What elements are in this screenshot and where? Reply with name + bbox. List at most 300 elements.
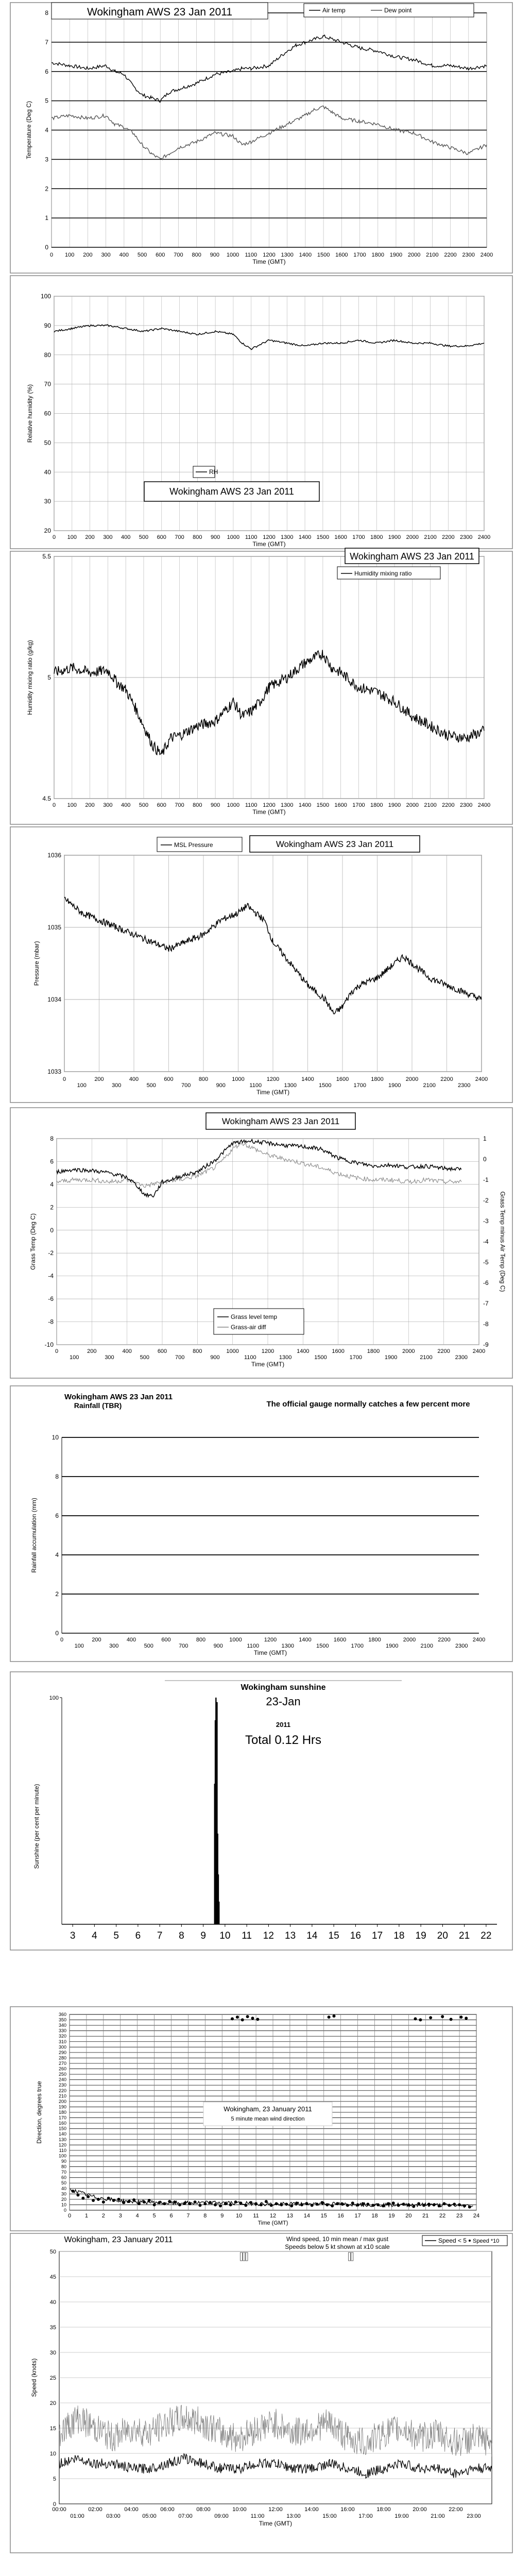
x-tick-label: 22 bbox=[480, 1930, 492, 1941]
direction-point bbox=[414, 2017, 417, 2020]
direction-point bbox=[441, 2015, 444, 2018]
x-axis-label: Time (GMT) bbox=[252, 808, 286, 816]
x-tick-label: 1 bbox=[84, 2213, 88, 2219]
y-tick-label: 80 bbox=[61, 2164, 66, 2170]
x-tick-label: 900 bbox=[210, 534, 220, 540]
y-tick-label: 250 bbox=[58, 2072, 66, 2077]
x-tick-label: 1000 bbox=[226, 252, 239, 258]
x-tick-label: 600 bbox=[157, 534, 166, 540]
y-tick-label: 10 bbox=[52, 1434, 59, 1441]
y-tick-label: 320 bbox=[58, 2033, 66, 2039]
x-tick-label: 2400 bbox=[475, 1076, 488, 1082]
chart-title: Wokingham AWS 23 Jan 2011 bbox=[221, 1116, 340, 1126]
x-tick-label: 800 bbox=[193, 534, 202, 540]
x-tick-label: 400 bbox=[121, 534, 131, 540]
direction-point bbox=[214, 2203, 217, 2206]
x-tick-label: 300 bbox=[112, 1082, 122, 1089]
x-tick-label: 400 bbox=[119, 252, 129, 258]
y-tick-label: 100 bbox=[58, 2153, 66, 2159]
x-tick-label: 1900 bbox=[388, 534, 401, 540]
x-tick-label: 8 bbox=[179, 1930, 184, 1941]
x-tick-label: 1800 bbox=[370, 802, 383, 808]
rainfall-chart bbox=[10, 1386, 512, 1662]
y-tick-label: 120 bbox=[58, 2142, 66, 2148]
x-tick-label: 800 bbox=[198, 1076, 209, 1082]
y-tick-label: 30 bbox=[61, 2191, 66, 2197]
y-tick-label: 140 bbox=[58, 2131, 66, 2137]
direction-point bbox=[219, 2205, 222, 2208]
y-tick-label: 5 bbox=[45, 97, 48, 105]
y-right-tick-label: 1 bbox=[483, 1135, 487, 1142]
legend-speed-scaled-swatch bbox=[469, 2240, 471, 2242]
y-tick-label: 240 bbox=[58, 2077, 66, 2082]
chart-note: Wind speed, 10 min mean / max gust bbox=[286, 2235, 389, 2243]
x-tick-label: 800 bbox=[192, 252, 201, 258]
x-tick-label: 500 bbox=[146, 1082, 156, 1089]
x-tick-label: 2300 bbox=[459, 802, 473, 808]
y-tick-label: 4 bbox=[55, 1551, 59, 1558]
x-tick-label: 1200 bbox=[261, 1348, 274, 1354]
x-tick-label: 10:00 bbox=[232, 2506, 247, 2513]
direction-point bbox=[231, 2017, 234, 2020]
x-tick-label: 700 bbox=[175, 534, 184, 540]
legend-pressure-label: MSL Pressure bbox=[174, 841, 213, 849]
y-tick-label: 6 bbox=[45, 67, 48, 75]
x-tick-label: 1400 bbox=[299, 252, 312, 258]
chart-border bbox=[10, 1672, 512, 1950]
x-tick-label: 20 bbox=[437, 1930, 448, 1941]
x-tick-label: 300 bbox=[105, 1354, 114, 1361]
y-axis-label: Direction, degrees true bbox=[36, 2081, 43, 2144]
x-tick-label: 2100 bbox=[424, 534, 437, 540]
direction-point bbox=[81, 2197, 84, 2200]
y-right-tick-label: -4 bbox=[483, 1238, 489, 1245]
x-tick-label: 10 bbox=[236, 2213, 243, 2219]
x-tick-label: 1000 bbox=[229, 1637, 242, 1643]
x-tick-label: 18:00 bbox=[376, 2506, 391, 2513]
x-tick-label: 1500 bbox=[314, 1354, 327, 1361]
direction-point bbox=[392, 2201, 395, 2205]
x-tick-label: 10 bbox=[219, 1930, 231, 1941]
legend-mixing-ratio-label: Humidity mixing ratio bbox=[354, 570, 412, 577]
y-axis-label: Temperature (Deg C) bbox=[25, 101, 32, 159]
x-tick-label: 800 bbox=[193, 802, 202, 808]
y-tick-label: 0 bbox=[55, 1630, 59, 1637]
x-tick-label: 2000 bbox=[406, 534, 419, 540]
x-tick-label: 21 bbox=[422, 2213, 429, 2219]
x-tick-label: 100 bbox=[74, 1643, 84, 1649]
gust-spike-marker bbox=[349, 2252, 351, 2261]
direction-point bbox=[290, 2205, 293, 2208]
x-tick-label: 17 bbox=[372, 1930, 383, 1941]
chart-note: The official gauge normally catches a few percent more bbox=[266, 1400, 470, 1409]
x-tick-label: 1600 bbox=[336, 1076, 349, 1082]
x-tick-label: 1900 bbox=[386, 1643, 399, 1649]
direction-point bbox=[87, 2195, 90, 2198]
y-right-tick-label: -1 bbox=[483, 1176, 489, 1183]
x-tick-label: 1600 bbox=[334, 534, 347, 540]
x-tick-label: 1400 bbox=[299, 1637, 312, 1643]
x-tick-label: 200 bbox=[85, 802, 95, 808]
x-tick-label: 2400 bbox=[477, 534, 491, 540]
x-tick-label: 2200 bbox=[444, 252, 457, 258]
x-tick-label: 1500 bbox=[317, 252, 330, 258]
x-tick-label: 2300 bbox=[462, 252, 475, 258]
x-tick-label: 1100 bbox=[245, 252, 258, 258]
x-tick-label: 19 bbox=[415, 1930, 426, 1941]
x-tick-label: 0 bbox=[67, 2213, 72, 2219]
y-tick-label: 8 bbox=[50, 1135, 54, 1142]
x-tick-label: 1400 bbox=[298, 534, 312, 540]
x-tick-label: 900 bbox=[210, 1354, 220, 1361]
y-tick-label: 80 bbox=[44, 351, 51, 359]
x-tick-label: 1200 bbox=[263, 534, 276, 540]
x-tick-label: 13 bbox=[286, 2213, 294, 2219]
x-tick-label: 500 bbox=[140, 1354, 150, 1361]
x-tick-label: 1900 bbox=[389, 252, 403, 258]
gust-spike-marker bbox=[241, 2252, 243, 2261]
y-tick-label: -2 bbox=[48, 1249, 54, 1257]
y-tick-label: 3 bbox=[45, 156, 48, 163]
x-tick-label: 2100 bbox=[420, 1643, 433, 1649]
x-tick-label: 2300 bbox=[459, 534, 473, 540]
y-tick-label: 260 bbox=[58, 2066, 66, 2072]
x-tick-label: 1500 bbox=[316, 1643, 329, 1649]
x-tick-label: 14:00 bbox=[304, 2506, 319, 2513]
y-tick-label: 45 bbox=[49, 2274, 56, 2280]
y-tick-label: -10 bbox=[44, 1341, 54, 1348]
y-tick-label: 60 bbox=[44, 410, 51, 417]
x-axis-label: Time (GMT) bbox=[251, 1361, 285, 1368]
y-tick-label: 1034 bbox=[47, 996, 61, 1003]
y-tick-label: 0 bbox=[45, 244, 48, 251]
y-right-tick-label: -5 bbox=[483, 1259, 489, 1266]
x-tick-label: 400 bbox=[122, 1348, 132, 1354]
x-tick-label: 100 bbox=[67, 802, 77, 808]
direction-point bbox=[246, 2015, 249, 2018]
direction-point bbox=[333, 2014, 336, 2018]
x-tick-label: 800 bbox=[193, 1348, 202, 1354]
y-right-tick-label: -8 bbox=[483, 1320, 489, 1328]
x-tick-label: 15:00 bbox=[322, 2513, 337, 2519]
x-tick-label: 2200 bbox=[437, 1348, 450, 1354]
x-tick-label: 1800 bbox=[371, 252, 384, 258]
x-tick-label: 1800 bbox=[370, 534, 383, 540]
x-tick-label: 200 bbox=[92, 1637, 101, 1643]
y-tick-label: 30 bbox=[49, 2350, 56, 2356]
x-tick-label: 16 bbox=[350, 1930, 361, 1941]
y-tick-label: 200 bbox=[58, 2098, 66, 2104]
y-axis-label: Sunshine (per cent per minute) bbox=[33, 1784, 40, 1869]
x-tick-label: 14 bbox=[303, 2213, 310, 2219]
x-tick-label: 0 bbox=[62, 1076, 66, 1082]
x-tick-label: 300 bbox=[109, 1643, 119, 1649]
direction-point bbox=[251, 2016, 254, 2020]
x-tick-label: 0 bbox=[49, 252, 54, 258]
y-right-tick-label: -7 bbox=[483, 1300, 489, 1307]
chart-title: Wokingham, 23 January 2011 bbox=[64, 2235, 173, 2244]
y-tick-label: 20 bbox=[44, 527, 51, 534]
direction-point bbox=[256, 2018, 259, 2021]
y-tick-label: 40 bbox=[61, 2185, 66, 2191]
x-tick-label: 1400 bbox=[297, 1348, 310, 1354]
x-tick-label: 05:00 bbox=[142, 2513, 157, 2519]
x-tick-label: 600 bbox=[161, 1637, 171, 1643]
x-tick-label: 500 bbox=[144, 1643, 153, 1649]
wind-speed-chart bbox=[10, 2233, 512, 2553]
x-tick-label: 4 bbox=[135, 2213, 139, 2219]
x-tick-label: 13:00 bbox=[286, 2513, 301, 2519]
chart-title: Wokingham sunshine bbox=[241, 1683, 326, 1692]
chart-title: Wokingham AWS 23 Jan 2011 bbox=[169, 486, 294, 497]
x-tick-label: 1500 bbox=[316, 802, 330, 808]
x-tick-label: 900 bbox=[210, 802, 220, 808]
x-tick-label: 00:00 bbox=[52, 2506, 66, 2513]
direction-point bbox=[241, 2019, 244, 2022]
x-tick-label: 0 bbox=[52, 534, 56, 540]
x-tick-label: 23:00 bbox=[467, 2513, 481, 2519]
x-tick-label: 18 bbox=[371, 2213, 378, 2219]
x-tick-label: 1300 bbox=[281, 534, 294, 540]
x-tick-label: 1200 bbox=[266, 1076, 280, 1082]
x-tick-label: 800 bbox=[196, 1637, 206, 1643]
y-axis-label: Speed (knots) bbox=[30, 2358, 38, 2397]
rh-chart bbox=[10, 276, 512, 549]
y-tick-label: 10 bbox=[49, 2451, 56, 2457]
y-tick-label: 20 bbox=[61, 2196, 66, 2202]
x-tick-label: 18 bbox=[393, 1930, 405, 1941]
x-tick-label: 1100 bbox=[247, 1643, 260, 1649]
x-tick-label: 7 bbox=[186, 2213, 190, 2219]
y-tick-label: 5.5 bbox=[42, 553, 51, 560]
x-tick-label: 1000 bbox=[226, 1348, 239, 1354]
x-tick-label: 15 bbox=[320, 2213, 327, 2219]
y-tick-label: 40 bbox=[49, 2299, 56, 2306]
x-tick-label: 1000 bbox=[232, 1076, 245, 1082]
y-tick-label: 280 bbox=[58, 2055, 66, 2061]
x-tick-label: 1200 bbox=[263, 802, 276, 808]
x-tick-label: 400 bbox=[126, 1637, 136, 1643]
y-tick-label: 0 bbox=[53, 2501, 56, 2507]
legend-speed-low-label: Speed < 5 bbox=[438, 2237, 467, 2244]
y-tick-label: 360 bbox=[58, 2012, 66, 2017]
x-tick-label: 1900 bbox=[384, 1354, 398, 1361]
legend-air-temp-label: Air temp bbox=[322, 7, 346, 14]
y-tick-label: 40 bbox=[44, 468, 51, 476]
direction-point bbox=[328, 2015, 331, 2019]
x-tick-label: 2100 bbox=[424, 802, 437, 808]
x-tick-label: 7 bbox=[157, 1930, 163, 1941]
y-tick-label: 2 bbox=[55, 1590, 59, 1598]
y-tick-label: 230 bbox=[58, 2082, 66, 2088]
x-tick-label: 1300 bbox=[281, 252, 294, 258]
y-tick-label: 300 bbox=[58, 2044, 66, 2050]
x-axis-label: Time (GMT) bbox=[253, 1649, 287, 1656]
y-tick-label: 7 bbox=[45, 38, 48, 46]
x-tick-label: 16:00 bbox=[340, 2506, 355, 2513]
x-tick-label: 1000 bbox=[227, 534, 240, 540]
x-tick-label: 500 bbox=[139, 802, 149, 808]
y-tick-label: 150 bbox=[58, 2126, 66, 2131]
chart-total: Total 0.12 Hrs bbox=[245, 1733, 322, 1747]
legend-grass-temp-label: Grass level temp bbox=[231, 1313, 278, 1320]
direction-point bbox=[76, 2193, 79, 2196]
y-tick-label: 350 bbox=[58, 2017, 66, 2023]
x-tick-label: 21:00 bbox=[431, 2513, 445, 2519]
x-tick-label: 700 bbox=[179, 1643, 188, 1649]
x-tick-label: 13 bbox=[285, 1930, 296, 1941]
x-tick-label: 2100 bbox=[426, 252, 439, 258]
x-tick-label: 2200 bbox=[442, 534, 455, 540]
x-tick-label: 2000 bbox=[402, 1348, 415, 1354]
x-tick-label: 1100 bbox=[244, 1354, 256, 1361]
y-tick-label: 6 bbox=[50, 1158, 54, 1165]
x-tick-label: 600 bbox=[164, 1076, 174, 1082]
chart-note: Speeds below 5 kt shown at x10 scale bbox=[285, 2243, 390, 2250]
x-tick-label: 0 bbox=[60, 1637, 64, 1643]
x-tick-label: 100 bbox=[67, 534, 77, 540]
x-tick-label: 1300 bbox=[281, 1643, 294, 1649]
x-tick-label: 1800 bbox=[368, 1637, 381, 1643]
x-tick-label: 200 bbox=[94, 1076, 104, 1082]
gust-spike-marker bbox=[351, 2252, 353, 2261]
direction-point bbox=[92, 2199, 95, 2202]
y-right-tick-label: -9 bbox=[483, 1341, 489, 1348]
y-tick-label: 190 bbox=[58, 2104, 66, 2110]
y-tick-label: 270 bbox=[58, 2061, 66, 2066]
y-tick-label: 4 bbox=[45, 126, 48, 134]
y-tick-label: 1 bbox=[45, 214, 48, 222]
x-tick-label: 19:00 bbox=[394, 2513, 409, 2519]
y-tick-label: 50 bbox=[61, 2180, 66, 2186]
x-axis-label: Time (GMT) bbox=[256, 1089, 290, 1096]
chart-border bbox=[10, 1386, 512, 1662]
x-tick-label: 2400 bbox=[480, 252, 493, 258]
y-right-tick-label: -3 bbox=[483, 1217, 489, 1225]
x-tick-label: 200 bbox=[85, 534, 95, 540]
x-tick-label: 11 bbox=[242, 1930, 252, 1941]
x-tick-label: 1700 bbox=[353, 1082, 366, 1089]
y-tick-label: 70 bbox=[44, 380, 51, 388]
x-tick-label: 400 bbox=[121, 802, 131, 808]
x-tick-label: 1100 bbox=[245, 802, 258, 808]
x-tick-label: 400 bbox=[129, 1076, 139, 1082]
legend-speed-scaled-label: Speed *10 bbox=[473, 2238, 500, 2244]
y-tick-label: 60 bbox=[61, 2175, 66, 2180]
x-axis-label: Time (GMT) bbox=[258, 2220, 288, 2226]
y-tick-label: 8 bbox=[55, 1473, 59, 1480]
x-tick-label: 1700 bbox=[353, 252, 366, 258]
x-tick-label: 2000 bbox=[406, 802, 419, 808]
x-tick-label: 500 bbox=[139, 534, 149, 540]
x-tick-label: 2300 bbox=[455, 1643, 468, 1649]
chart-year: 2011 bbox=[276, 1721, 291, 1728]
legend-grass-air-diff-label: Grass-air diff bbox=[231, 1324, 266, 1331]
legend-dew-point-label: Dew point bbox=[384, 7, 412, 14]
x-tick-label: 6 bbox=[169, 2213, 173, 2219]
x-tick-label: 2400 bbox=[477, 802, 491, 808]
x-tick-label: 1700 bbox=[349, 1354, 363, 1361]
wind-direction-chart bbox=[10, 2007, 512, 2231]
x-tick-label: 1200 bbox=[263, 252, 276, 258]
y-right-tick-label: -6 bbox=[483, 1279, 489, 1286]
x-tick-label: 1700 bbox=[352, 802, 365, 808]
y-tick-label: 340 bbox=[58, 2023, 66, 2028]
x-tick-label: 1900 bbox=[388, 1082, 401, 1089]
x-tick-label: 1000 bbox=[227, 802, 240, 808]
x-tick-label: 1300 bbox=[281, 802, 294, 808]
direction-point bbox=[459, 2015, 462, 2019]
x-tick-label: 14 bbox=[306, 1930, 318, 1941]
x-tick-label: 07:00 bbox=[178, 2513, 193, 2519]
x-tick-label: 2200 bbox=[442, 802, 455, 808]
x-tick-label: 1600 bbox=[335, 252, 348, 258]
x-tick-label: 15 bbox=[328, 1930, 339, 1941]
y-tick-label: 110 bbox=[59, 2147, 66, 2153]
x-tick-label: 4 bbox=[92, 1930, 97, 1941]
x-tick-label: 2000 bbox=[407, 252, 421, 258]
y-right-tick-label: 0 bbox=[483, 1156, 487, 1163]
x-tick-label: 900 bbox=[213, 1643, 223, 1649]
x-tick-label: 22:00 bbox=[449, 2506, 463, 2513]
chart-title: Wokingham AWS 23 Jan 2011 bbox=[64, 1393, 173, 1401]
x-tick-label: 2200 bbox=[438, 1637, 451, 1643]
x-tick-label: 2300 bbox=[455, 1354, 468, 1361]
x-tick-label: 1900 bbox=[388, 802, 401, 808]
x-axis-label: Time (GMT) bbox=[252, 258, 286, 265]
x-tick-label: 9 bbox=[220, 2213, 224, 2219]
x-tick-label: 600 bbox=[156, 252, 165, 258]
y-tick-label: 220 bbox=[58, 2088, 66, 2093]
x-tick-label: 200 bbox=[83, 252, 93, 258]
x-tick-label: 16 bbox=[337, 2213, 344, 2219]
x-tick-label: 5 bbox=[113, 1930, 119, 1941]
y-tick-label: 15 bbox=[49, 2426, 56, 2432]
direction-point bbox=[265, 2200, 268, 2203]
x-tick-label: 1700 bbox=[351, 1643, 364, 1649]
x-tick-label: 1700 bbox=[352, 534, 365, 540]
x-tick-label: 3 bbox=[118, 2213, 122, 2219]
y-tick-label: 210 bbox=[58, 2093, 66, 2099]
y-tick-label: 2 bbox=[50, 1204, 54, 1211]
x-tick-label: 3 bbox=[70, 1930, 76, 1941]
x-tick-label: 2 bbox=[101, 2213, 105, 2219]
x-tick-label: 9 bbox=[200, 1930, 206, 1941]
y-axis-label: Relative humidity (%) bbox=[26, 384, 33, 443]
x-tick-label: 6 bbox=[135, 1930, 141, 1941]
y-tick-label: 6 bbox=[55, 1512, 59, 1519]
chart-subtitle: 5 minute mean wind direction bbox=[231, 2116, 305, 2122]
y-tick-label: 160 bbox=[58, 2121, 66, 2126]
x-tick-label: 700 bbox=[174, 252, 183, 258]
y-axis-label: Rainfall accumulation (mm) bbox=[30, 1498, 38, 1573]
direction-point bbox=[102, 2200, 105, 2204]
y-tick-label: 100 bbox=[49, 1695, 59, 1701]
direction-point bbox=[465, 2016, 468, 2020]
y-tick-label: 1033 bbox=[47, 1068, 61, 1075]
x-tick-label: 21 bbox=[459, 1930, 470, 1941]
x-tick-label: 0 bbox=[55, 1348, 59, 1354]
x-tick-label: 2100 bbox=[420, 1354, 433, 1361]
x-tick-label: 500 bbox=[137, 252, 147, 258]
legend-rh-label: RH bbox=[209, 468, 218, 476]
y-tick-label: 130 bbox=[58, 2137, 66, 2142]
temperature-chart bbox=[10, 3, 512, 273]
x-axis-label: Time (GMT) bbox=[252, 540, 286, 548]
x-tick-label: 2400 bbox=[472, 1348, 486, 1354]
sunshine-bar bbox=[218, 1902, 219, 1924]
x-tick-label: 8 bbox=[203, 2213, 207, 2219]
